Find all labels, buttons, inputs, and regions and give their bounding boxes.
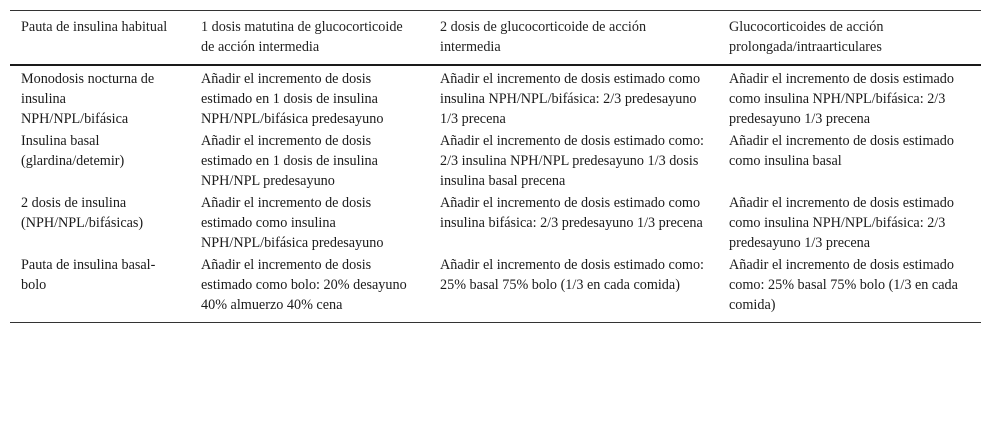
row-label-cell: Pauta de insulina basal-bolo [21,257,156,293]
table-row [10,193,981,255]
header-usual-insulin-regimen: Pauta de insulina habitual [21,19,168,35]
insulin-adjustment-table [10,10,981,323]
header-long-acting: Glucocorticoides de acción prolongada/intraarticulares [729,19,884,55]
row-label-cell: Monodosis nocturna de insulina NPH/NPL/bifásica [21,71,155,127]
table-cell: Añadir el incremento de dosis estimado como insulina NPH/NPL/bifásica: 2/3 predesayuno 1/3 precena [729,195,954,251]
table-cell: Añadir el incremento de dosis estimado como insulina basal [729,133,954,169]
table-cell: Añadir el incremento de dosis estimado como: 25% basal 75% bolo (1/3 en cada comida) [440,257,704,293]
table-cell: Añadir el incremento de dosis estimado como insulina NPH/NPL/bifásica: 2/3 predesayuno 1/3 precena [440,71,701,127]
insulin-adjustment-table-container [10,10,981,323]
table-row [10,255,981,323]
table-body [10,65,981,323]
table-cell: Añadir el incremento de dosis estimado como insulina NPH/NPL/bifásica predesayuno [201,195,384,251]
header-two-doses: 2 dosis de glucocorticoide de acción intermedia [440,19,647,55]
header-one-morning-dose: 1 dosis matutina de glucocorticoide de acción intermedia [201,19,403,55]
row-label-cell: 2 dosis de insulina (NPH/NPL/bifásicas) [21,195,144,231]
table-cell: Añadir el incremento de dosis estimado como insulina NPH/NPL/bifásica: 2/3 predesayuno 1/3 precena [729,71,954,127]
table-cell: Añadir el incremento de dosis estimado en 1 dosis de insulina NPH/NPL predesayuno [201,133,378,189]
table-cell: Añadir el incremento de dosis estimado en 1 dosis de insulina NPH/NPL/bifásica predesayuno [201,71,384,127]
row-label-cell: Insulina basal (glardina/detemir) [21,133,125,169]
table-cell: Añadir el incremento de dosis estimado como insulina bifásica: 2/3 predesayuno 1/3 precena [440,195,703,231]
header-row [10,11,981,66]
table-cell: Añadir el incremento de dosis estimado como bolo: 20% desayuno 40% almuerzo 40% cena [201,257,407,313]
table-row [10,131,981,193]
table-header [10,11,981,66]
table-cell: Añadir el incremento de dosis estimado como: 25% basal 75% bolo (1/3 en cada comida) [729,257,958,313]
table-cell: Añadir el incremento de dosis estimado como: 2/3 insulina NPH/NPL predesayuno 1/3 dosis insulina basal precena [440,133,704,189]
table-row [10,65,981,131]
